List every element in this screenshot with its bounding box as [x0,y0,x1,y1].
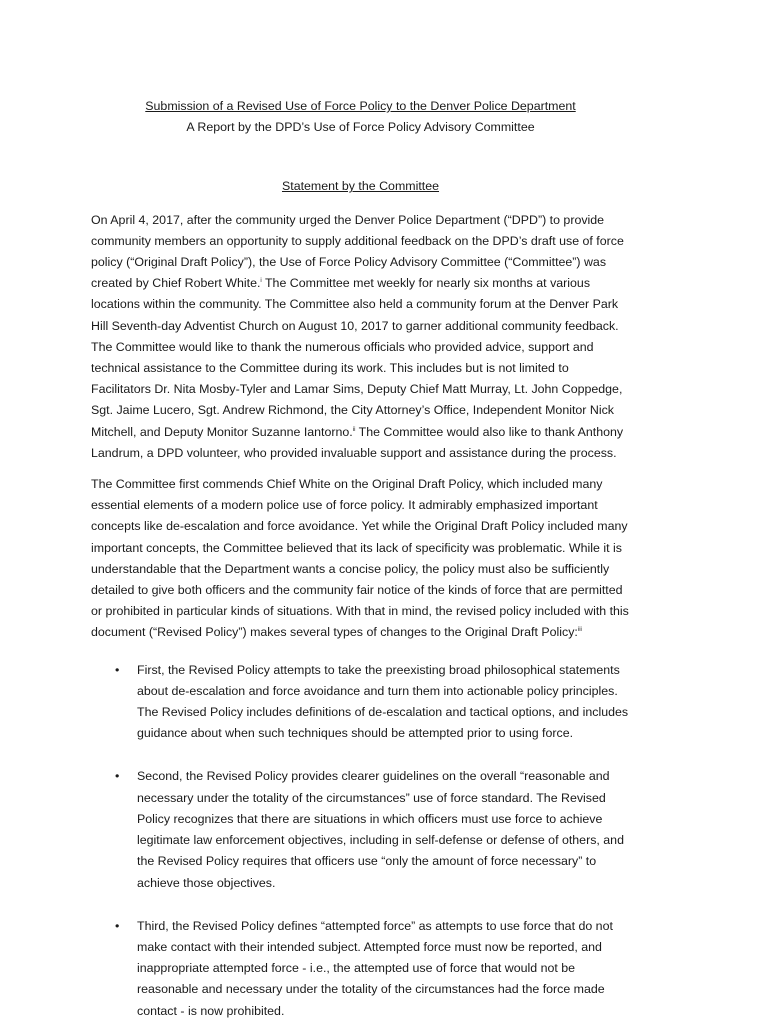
changes-list [91,660,630,1022]
paragraph-commendation [91,474,630,644]
endnote-marker-ii[interactable]: ii [352,426,356,433]
bullet-icon: • [115,918,120,933]
document-subtitle: A Report by the DPD’s Use of Force Policy Advisory Committee [186,120,535,135]
bullet-icon: • [115,662,120,677]
document-heading [91,96,630,138]
endnote-marker-i[interactable]: i [260,278,262,285]
paragraph-introduction-part1: On April 4, 2017, after the community urged the Denver Police Department (“DPD”) to provide community members an opportunity to supply additional feedback on the DPD’s draft use of force policy (“Original Draft Policy”), the Use of Force Policy Advisory Committee (“Committee”) was created by Chief Robert White. [91,212,624,291]
document-title: Submission of a Revised Use of Force Policy to the Denver Police Department [145,99,576,113]
paragraph-introduction-part3: The Committee would also like to thank Anthony Landrum, a DPD volunteer, who provided invaluable support and assistance during the process. [91,424,624,460]
bullet-icon: • [115,769,120,784]
list-item-text: First, the Revised Policy attempts to take the preexisting broad philosophical statements about de-escalation and force avoidance and turn them into actionable policy principles. The Revised Policy includes definitions of de-escalation and tactical options, and includes guidance about when such techniques should be attempted prior to using force. [137,662,629,741]
paragraph-introduction [91,210,630,464]
section-title: Statement by the Committee [281,179,440,194]
list-item [91,660,630,745]
paragraph-commendation-text: The Committee first commends Chief White on the Original Draft Policy, which included many essential elements of a modern police use of force policy. It admirably emphasized important concepts like de-escalation and force avoidance. Yet while the Original Draft Policy included many important concepts, the Committee believed that its lack of specificity was problematic. While it is understandable that the Department wants a concise policy, the policy must also be sufficiently detailed to give both officers and the community fair notice of the kinds of force that are permitted or prohibited in particular kinds of situations. With that in mind, the revised policy included with this document (“Revised Policy”) makes several types of changes to the Original Draft Policy: [91,477,629,640]
list-item-text: Second, the Revised Policy provides clearer guidelines on the overall “reasonable and necessary under the totality of the circumstances” use of force standard. The Revised Policy recognizes that there are situations in which officers must use force to achieve legitimate law enforcement objectives, including in self-defense or defense of others, and the Revised Policy requires that officers use “only the amount of force necessary” to achieve those objectives. [137,769,624,890]
list-item-text: Third, the Revised Policy defines “attempted force” as attempts to use force that do not make contact with their intended subject. Attempted force must now be reported, and inappropriate attempted force - i.e., the attempted use of force that would not be reasonable and necessary under the totality of the circumstances had the force made contact - is now prohibited. [137,918,613,1018]
list-item [91,916,630,1022]
paragraph-introduction-part2: The Committee met weekly for nearly six months at various locations within the community. The Committee also held a community forum at the Denver Park Hill Seventh-day Adventist Church on August 10, 2017 to garner additional community feedback. The Committee would like to thank the numerous officials who provided advice, support and technical assistance to the Committee during its work. This includes but is not limited to Facilitators Dr. Nita Mosby-Tyler and Lamar Sims, Deputy Chief Matt Murray, Lt. John Coppedge, Sgt. Jaime Lucero, Sgt. Andrew Richmond, the City Attorney’s Office, Independent Monitor Nick Mitchell, and Deputy Monitor Suzanne Iantorno. [91,276,623,439]
list-item [91,766,630,893]
endnote-marker-iii[interactable]: iii [577,627,582,634]
